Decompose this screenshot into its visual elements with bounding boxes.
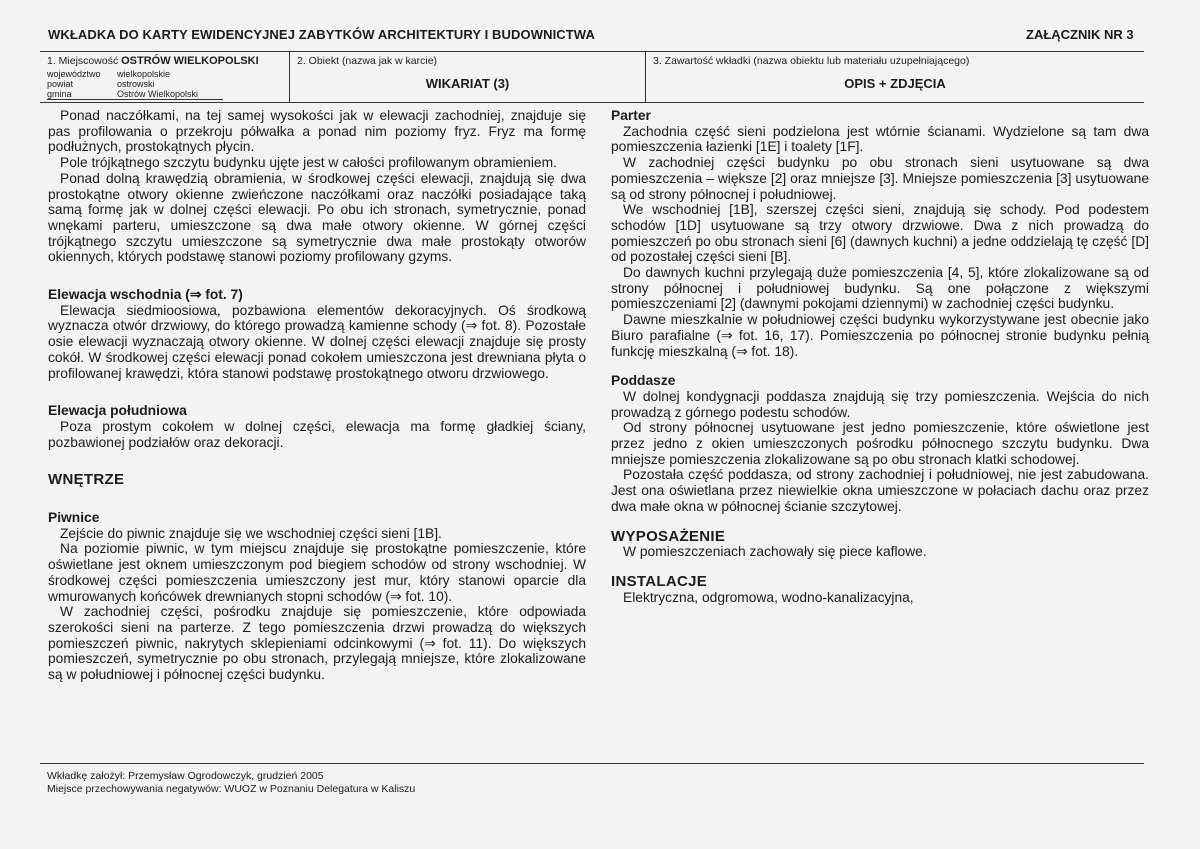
content-label: 3. Zawartość wkładki (nazwa obiektu lub materiału uzupełniającego) <box>653 55 970 67</box>
paragraph: W pomieszczeniach zachowały się piece kaflowe. <box>623 544 927 560</box>
paragraph: Elektryczna, odgromowa, wodno-kanalizacyjna, <box>623 589 914 605</box>
right-column <box>611 108 1149 605</box>
paragraph: Pole trójkątnego szczytu budynku ujęte jest w całości profilowanym obramieniem. <box>60 155 557 171</box>
location-cell <box>40 52 289 102</box>
object-value: WIKARIAT (3) <box>425 76 510 91</box>
content-cell <box>645 52 1144 102</box>
county-key: powiat <box>47 79 74 89</box>
paragraph: W zachodniej części budynku po obu stronach sieni usytuowane są dwa pomieszczenia – większe [2] oraz mniejsze [3]. Mniejsze pomieszczenia [3] usytuowane są od strony północnej i południowej. <box>611 155 1149 202</box>
paragraph: Pozostała część poddasza, od strony zachodniej i południowej, nie jest zabudowana. Jest ona oświetlana przez niewielkie okna umieszczone w połaciach dachu oraz przez dwa małe okna w północnej ścianie szczytowej. <box>611 467 1149 514</box>
footer-storage: Miejsce przechowywania negatywów: WUOZ w Poznaniu Delegatura w Kaliszu <box>47 783 416 795</box>
header-table <box>40 51 1144 103</box>
document-title: WKŁADKA DO KARTY EWIDENCYJNEJ ZABYTKÓW ARCHITEKTURY I BUDOWNICTWA <box>48 27 595 42</box>
paragraph: We wschodniej [1B], szerszej części sieni, znajdują się schody. Pod podestem schodów [1D] usytuowane są trzy otwory drzwiowe. Dwa z nich prowadzą do pomieszczeń po obu stronach sieni [6] (dawnych kuchni) a jedne oddzielają tę część [D] od pozostałej części sieni [B]. <box>611 202 1149 265</box>
interior-heading: WNĘTRZE <box>48 471 125 489</box>
paragraph: Poza prostym cokołem w dolnej części, elewacja ma formę gładkiej ściany, pozbawionej podziałów oraz dekoracji. <box>48 418 586 450</box>
county-value: ostrowski <box>117 79 155 89</box>
commune-value: Ostrów Wielkopolski <box>117 89 199 99</box>
commune-row <box>47 89 223 100</box>
content-value: OPIS + ZDJĘCIA <box>844 76 946 91</box>
cellar-heading: Piwnice <box>48 510 100 526</box>
commune-key: gmina <box>47 89 72 99</box>
east-elevation-heading: Elewacja wschodnia (⇒ fot. 7) <box>48 287 243 303</box>
paragraph: Zachodnia część sieni podzielona jest wtórnie ścianami. Wydzielone są tam dwa pomieszczenia łazienki [1E] i toalety [1F]. <box>611 123 1149 155</box>
object-cell <box>289 52 645 102</box>
object-label: 2. Obiekt (nazwa jak w karcie) <box>297 55 438 67</box>
footer-author: Wkładkę założył: Przemysław Ogrodowczyk, grudzień 2005 <box>47 770 324 782</box>
ground-floor-heading: Parter <box>611 108 651 123</box>
paragraph: Do dawnych kuchni przylegają duże pomieszczenia [4, 5], które zlokalizowane są od strony północnej i południowej budynku. Są one połączone z większymi pomieszczeniami [2] (dawnymi pokojami dziennymi) w zachodniej części budynku. <box>611 265 1149 312</box>
equipment-heading: WYPOSAŻENIE <box>611 527 726 545</box>
voivodeship-row <box>47 69 170 79</box>
paragraph: W dolnej kondygnacji poddasza znajdują się trzy pomieszczenia. Wejścia do nich prowadzą z górnego podestu schodów. <box>611 388 1149 420</box>
paragraph: Ponad dolną krawędzią obramienia, w środkowej części elewacji, znajdują się dwa prostokątne otwory okienne zwieńczone naczółkami oraz naczółki posiadające taką samą formę jak w dolnej części elewacji. Po obu ich stronach, symetrycznie, ponad wnękami parteru, umieszczone są dwa małe otwory okienne. W górnej części trójkątnego szczytu umieszczone są symetrycznie dwa małe prostokąty otworów okiennych, których podstawę stanowi poziomy profilowany gzyms. <box>48 170 586 265</box>
paragraph: Na poziomie piwnic, w tym miejscu znajduje się prostokątne pomieszczenie, które oświetlane jest oknem umieszczonym pod biegiem schodów od strony wschodniej. W środkowej części pomieszczenia umieszczony jest mur, który stanowi oparcie dla wmurowanych końcówek drewnianych stopni schodów (⇒ fot. 10). <box>48 541 586 604</box>
location-label: 1. Miejscowość <box>47 55 119 67</box>
annex-label: ZAŁĄCZNIK NR 3 <box>1026 27 1134 42</box>
paragraph: Dawne mieszkalnie w południowej części budynku wykorzystywane jest obecnie jako Biuro parafialne (⇒ fot. 16, 17). Pomieszczenia po północnej stronie budynku pełnią funkcję mieszkalną (⇒ fot. 18). <box>611 312 1149 359</box>
south-elevation-heading: Elewacja południowa <box>48 403 187 419</box>
footer <box>40 763 1144 796</box>
paragraph: W zachodniej części, pośrodku znajduje się pomieszczenie, które odpowiada szerokości sieni na parterze. Z tego pomieszczenia drzwi prowadzą do większych pomieszczeń piwnic, nakrytych sklepieniami odcinkowymi (⇒ fot. 11). Do większych pomieszczeń, symetrycznie po obu stronach, przylegają mniejsze, które zlokalizowane są w południowej i północnej części budynku. <box>48 604 586 683</box>
attic-heading: Poddasze <box>611 373 676 389</box>
installations-heading: INSTALACJE <box>611 572 708 590</box>
paragraph: Ponad naczółkami, na tej samej wysokości jak w elewacji zachodniej, znajduje się pas profilowania o przekroju półwałka a ponad nim poziomy fryz. Fryz ma formę podłużnych, prostokątnych płycin. <box>48 108 586 155</box>
left-column <box>48 108 586 683</box>
voivodeship-value: wielkopolskie <box>117 69 171 79</box>
paragraph: Zejście do piwnic znajduje się we wschodniej części sieni [1B]. <box>60 525 442 541</box>
voivodeship-key: województwo <box>47 69 101 79</box>
paragraph: Od strony północnej usytuowane jest jedno pomieszczenie, które oświetlone jest przez jedno z okien umieszczonych pośrodku północnego szczytu budynku. Dwa mniejsze pomieszczenia zlokalizowane są po obu stronach klatki schodowej. <box>611 420 1149 467</box>
location-value: OSTRÓW WIELKOPOLSKI <box>121 55 259 67</box>
paragraph: Elewacja siedmioosiowa, pozbawiona elementów dekoracyjnych. Oś środkową wyznacza otwór drzwiowy, do którego prowadzą kamienne schody (⇒ fot. 8). Pozostałe osie elewacji wyznaczają otwory okienne. W dolnej części elewacji znajduje się prosty cokół. W środkowej części elewacji ponad cokołem umieszczona jest drewniana płyta o profilowanej krawędzi, która stanowi podstawę prostokątnego otworu drzwiowego. <box>48 302 586 381</box>
county-row <box>47 79 155 89</box>
